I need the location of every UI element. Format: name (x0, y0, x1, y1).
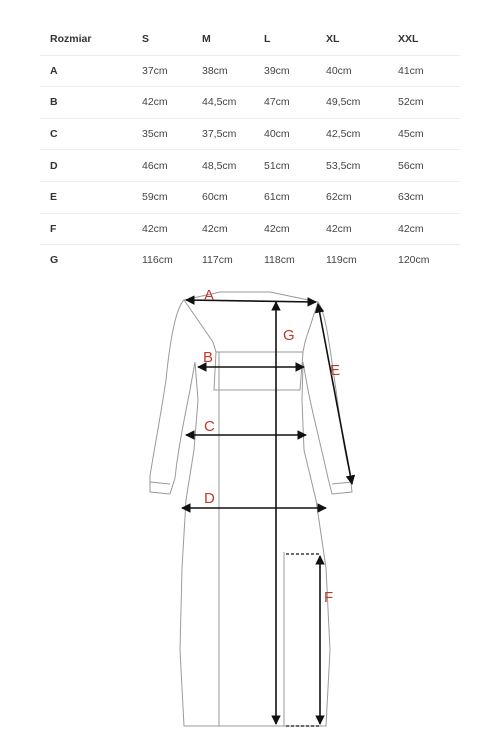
cell: 59cm (142, 191, 168, 204)
header-l: L (264, 33, 271, 46)
cell: 56cm (398, 159, 424, 172)
cell: 37cm (142, 64, 168, 77)
table-row (40, 87, 460, 119)
row-label: E (50, 191, 58, 204)
cell: 44,5cm (202, 96, 237, 109)
table-row (40, 56, 460, 88)
cell: 35cm (142, 128, 168, 141)
table-header-row (40, 24, 460, 56)
header-m: M (202, 33, 211, 46)
label-g: G (283, 327, 295, 344)
cell: 53,5cm (326, 159, 361, 172)
cell: 48,5cm (202, 159, 237, 172)
cell: 40cm (326, 64, 352, 77)
slit-dashes (286, 554, 320, 726)
cell: 42cm (142, 222, 168, 235)
cell: 61cm (264, 191, 290, 204)
cell: 51cm (264, 159, 290, 172)
dress-measurement-diagram (0, 280, 504, 750)
cell: 42cm (202, 222, 228, 235)
cell: 117cm (202, 254, 233, 267)
cell: 38cm (202, 64, 228, 77)
dress-outline (150, 292, 352, 726)
table-row (40, 150, 460, 182)
cell: 63cm (398, 191, 424, 204)
cell: 42cm (142, 96, 168, 109)
row-label: D (50, 159, 58, 172)
cell: 46cm (142, 159, 168, 172)
row-label: F (50, 222, 57, 235)
cell: 41cm (398, 64, 424, 77)
cell: 52cm (398, 96, 424, 109)
label-b: B (203, 349, 214, 366)
label-c: C (204, 418, 215, 435)
header-s: S (142, 33, 150, 46)
cell: 118cm (264, 254, 295, 267)
cell: 120cm (398, 254, 430, 267)
cell: 42cm (264, 222, 290, 235)
label-a: A (204, 287, 215, 304)
cell: 49,5cm (326, 96, 361, 109)
row-label: A (50, 64, 58, 77)
cell: 39cm (264, 64, 290, 77)
row-label: G (50, 254, 59, 267)
cell: 42cm (398, 222, 424, 235)
header-xxl: XXL (398, 33, 419, 46)
table-row (40, 119, 460, 151)
row-label: B (50, 96, 58, 109)
cell: 42cm (326, 222, 352, 235)
cell: 40cm (264, 128, 290, 141)
cell: 62cm (326, 191, 352, 204)
cell: 45cm (398, 128, 424, 141)
cell: 60cm (202, 191, 228, 204)
label-e: E (330, 362, 341, 379)
label-f: F (324, 589, 334, 606)
label-d: D (204, 490, 215, 507)
cell: 37,5cm (202, 128, 237, 141)
header-xl: XL (326, 33, 340, 46)
row-label: C (50, 128, 58, 141)
cell: 119cm (326, 254, 357, 267)
size-table (40, 24, 460, 276)
cell: 116cm (142, 254, 173, 267)
header-size: Rozmiar (50, 33, 92, 46)
cell: 42,5cm (326, 128, 361, 141)
cell: 47cm (264, 96, 290, 109)
table-row (40, 182, 460, 214)
table-row (40, 214, 460, 246)
table-row (40, 245, 460, 276)
